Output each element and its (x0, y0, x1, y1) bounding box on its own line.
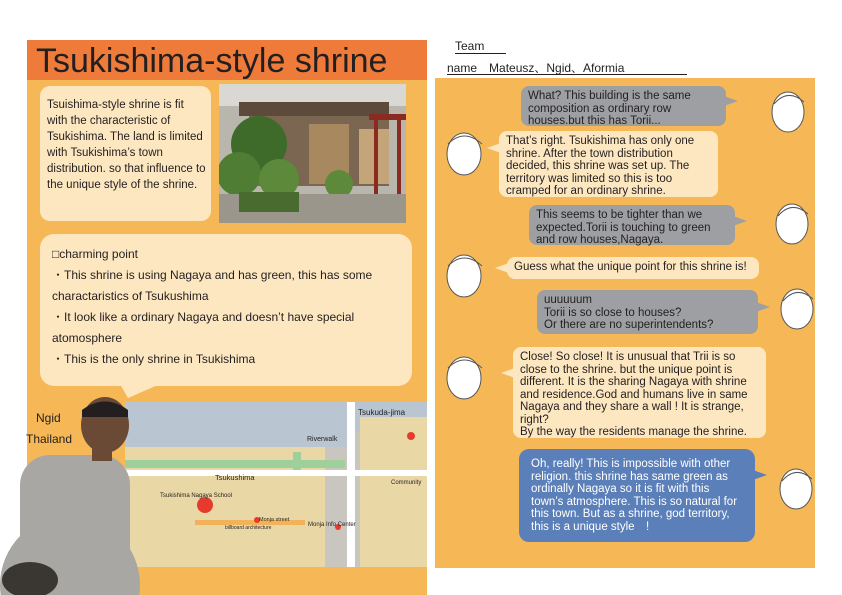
map-label-community: Community (391, 480, 422, 486)
map-label-tsukudajima: Tsukuda-jima (358, 408, 406, 417)
bubble-tail (724, 96, 738, 106)
face-illustration (770, 461, 820, 517)
face-illustration (440, 248, 490, 304)
map-label-billboard: billboard architecture (225, 525, 272, 531)
face-illustration (440, 126, 490, 182)
page-title: Tsukishima-style shrine (36, 42, 388, 80)
map-label-monja: Monja street (259, 517, 290, 523)
map-label-school: Tsukishima Nagaya School (160, 493, 233, 499)
charming-point-text (52, 244, 402, 370)
dialogue-bubble-6: Close! So close! It is unusual that Trii is so close to the shrine. but the unique point is different. It is the sharing Nagaya with shrine and residence.God and humans live in same Nagaya and they share a wall ! It is strange, right? By the way the residents manage the shrine. (513, 347, 766, 438)
dialogue-bubble-3: This seems to be tighter than we expected.Torii is touching to green and row houses,Nagaya. (529, 205, 735, 245)
person-name: Ngid (36, 411, 61, 425)
map-label-monja-info: Monja Info Center (308, 522, 356, 528)
dialogue-bubble-7: Oh, really! This is impossible with other religion. this shrine has same green as ordinally Nagaya so it is fit with this town’s atmosphere. This is so natural for this town. But as a shrine, god territory, this is a unique style ! (519, 449, 755, 542)
charming-point-3: ・This is the only shrine in Tsukishima (52, 352, 256, 366)
area-map (125, 402, 427, 567)
intro-text: Tsuishima-style shrine is fit with the characteristic of Tsukishima. The land is limited with Tsukishima’s town distribution. so that influence to the unique style of the shrine. (47, 99, 206, 191)
person-country: Thailand (26, 432, 73, 446)
face-illustration (440, 350, 490, 406)
charming-point-2: ・It look like a ordinary Nagaya and doesn’t have special atomosphere (52, 310, 355, 345)
bubble-tail (733, 216, 747, 226)
dialogue-bubble-5: uuuuuum Torii is so close to houses? Or there are no superintendents? (537, 290, 758, 334)
charming-heading: □charming point (52, 247, 138, 261)
person-photo (0, 395, 140, 595)
bubble-tail (753, 470, 767, 480)
face-illustration (762, 84, 812, 140)
dialogue-bubble-1: What? This building is the same composition as ordinary row houses.but this has Torii... (521, 86, 726, 126)
map-label-tsukushima: Tsukushima (215, 473, 255, 482)
map-label-riverwalk: Riverwalk (307, 436, 338, 443)
face-illustration (766, 196, 816, 252)
face-illustration (771, 281, 821, 337)
charming-point-1: ・This shrine is using Nagaya and has green, this has some charactaristics of Tsukushima (52, 268, 373, 303)
dialogue-bubble-2: That’s right. Tsukishima has only one shrine. After the town distribution decided, this shrine was set up. The territory was limited so this is too cramped for an ordinary shrine. (499, 131, 718, 197)
dialogue-bubble-4: Guess what the unique point for this shrine is! (507, 257, 759, 279)
shrine-photo (219, 84, 406, 223)
team-label: Team (455, 39, 506, 54)
bubble-tail (756, 302, 770, 312)
team-names: name Mateusz、Ngid、Aformia (447, 59, 687, 75)
